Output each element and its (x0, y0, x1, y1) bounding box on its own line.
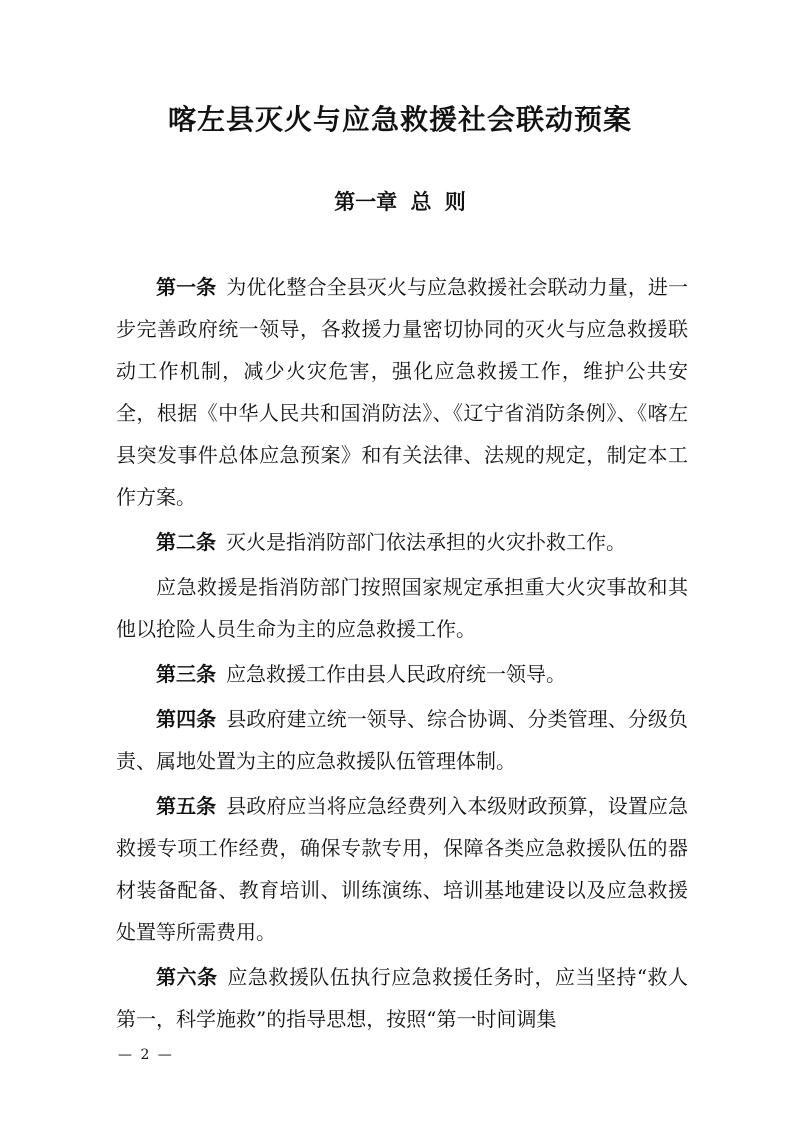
article-label: 第五条 (156, 794, 217, 818)
article-5-paragraph (116, 785, 688, 953)
article-label: 第四条 (156, 707, 217, 731)
document-body (116, 266, 688, 1043)
article-text: 为优化整合全县灭火与应急救援社会联动力量，进一步完善政府统一领导，各救援力量密切协同的灭火与应急救援联动工作机制，减少火灾危害，强化应急救援工作，维护公共安全，根据《中华人民共和国消防法》、《辽宁省消防条例》、《喀左县突发事件总体应急预案》和有关法律、法规的规定，制定本工作方案。 (116, 275, 689, 509)
chapter-heading: 第一章 总 则 (334, 190, 466, 214)
article-label: 第六条 (156, 965, 218, 989)
article-6-paragraph (116, 956, 688, 1040)
article-label: 第二条 (156, 530, 216, 554)
article-text: 县政府应当将应急经费列入本级财政预算，设置应急救援专项工作经费，确保专款专用，保障各类应急救援队伍的器材装备配备、教育培训、训练演练、培训基地建设以及应急救援处置等所需费用。 (116, 794, 689, 944)
article-2-paragraph (116, 521, 688, 563)
article-text: 县政府建立统一领导、综合协调、分类管理、分级负责、属地处置为主的应急救援队伍管理体制。 (116, 707, 689, 773)
article-text: 应急救援队伍执行应急救援任务时，应当坚持“救人第一，科学施救”的指导思想，按照“第一时间调集 (116, 965, 688, 1031)
article-3-paragraph (116, 653, 688, 695)
article-1-paragraph (116, 266, 688, 518)
article-label: 第一条 (156, 275, 217, 299)
article-text: 灭火是指消防部门依法承担的火灾扑救工作。 (226, 530, 626, 554)
document-title: 喀左县灭火与应急救援社会联动预案 (167, 103, 632, 136)
article-label: 第三条 (156, 662, 216, 686)
article-4-paragraph (116, 698, 688, 782)
article-text: 应急救援是指消防部门按照国家规定承担重大火灾事故和其他以抢险人员生命为主的应急救援工作。 (116, 575, 688, 641)
page-number: — 2 — (118, 1047, 174, 1063)
article-text: 应急救援工作由县人民政府统一领导。 (226, 662, 566, 686)
article-2-continuation-paragraph (116, 566, 688, 650)
